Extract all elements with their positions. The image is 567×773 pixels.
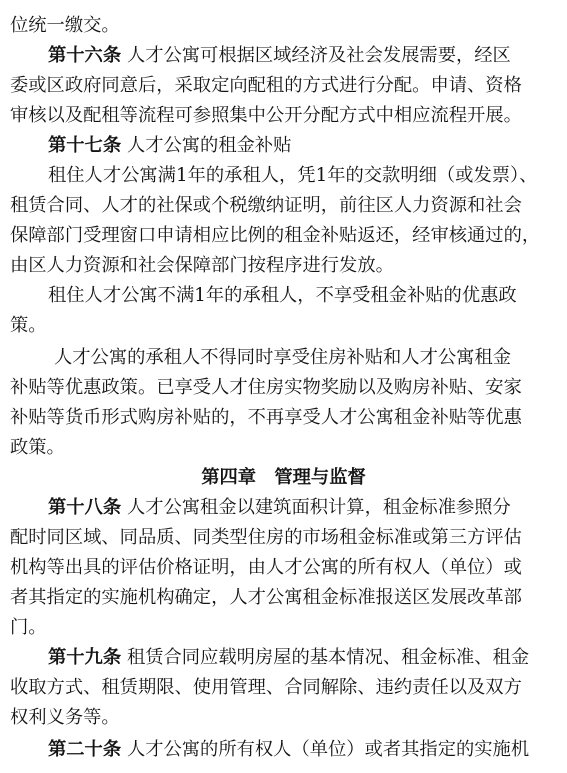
text-line: 位统一缴交。 [10,15,120,36]
article-19-heading-line: 第十九条 租赁合同应载明房屋的基本情况、租金标准、租金 [48,647,530,668]
text-line: 补贴等货币形式购房补贴的，不再享受人才公寓租金补贴等优惠 [10,407,522,428]
article-20-heading-line: 第二十条 人才公寓的所有权人（单位）或者其指定的实施机 [48,739,530,760]
text-line: 配时同区域、同品质、同类型住房的市场租金标准或第三方评估 [10,527,522,548]
text-line: 审核以及配租等流程可参照集中公开分配方式中相应流程开展。 [10,105,522,126]
text-line: 委或区政府同意后，采取定向配租的方式进行分配。申请、资格 [10,75,522,96]
text-line: 权利义务等。 [10,707,120,728]
text-line: 租赁合同、人才的社保或个税缴纳证明，前往区人力资源和社会 [10,195,522,216]
article-16-heading-line: 第十六条 人才公寓可根据区域经济及社会发展需要，经区 [48,45,511,66]
text-line: 人才公寓的承租人不得同时享受住房补贴和人才公寓租金 [54,347,512,368]
text-line: 机构等出具的评估价格证明，由人才公寓的所有权人（单位）或 [10,557,522,578]
article-19-label: 第十九条 [48,647,122,668]
text-line: 收取方式、租赁期限、使用管理、合同解除、违约责任以及双方 [10,677,522,698]
text-line: 由区人力资源和社会保障部门按程序进行发放。 [10,255,394,276]
text-line: 保障部门受理窗口申请相应比例的租金补贴返还，经审核通过的， [10,225,541,246]
article-16-label: 第十六条 [48,45,122,66]
text-line: 补贴等优惠政策。已享受人才住房实物奖励以及购房补贴、安家 [10,377,522,398]
text-line: 租住人才公寓满1年的承租人，凭1年的交款明细（或发票）、 [48,165,538,186]
chapter-heading: 第四章 管理与监督 [201,467,366,488]
article-18-label: 第十八条 [48,497,122,518]
text-line: 门。 [10,617,47,638]
text-line: 者其指定的实施机构确定，人才公寓租金标准报送区发展改革部 [10,587,522,608]
article-18-heading-line: 第十八条 人才公寓租金以建筑面积计算，租金标准参照分 [48,497,511,518]
article-17-heading-line: 第十七条 人才公寓的租金补贴 [48,135,292,156]
text-line: 策。 [10,315,47,336]
text-line: 租住人才公寓不满1年的承租人，不享受租金补贴的优惠政 [48,285,517,306]
article-20-label: 第二十条 [48,739,122,760]
article-17-label: 第十七条 [48,135,122,156]
text-line: 政策。 [10,437,65,458]
